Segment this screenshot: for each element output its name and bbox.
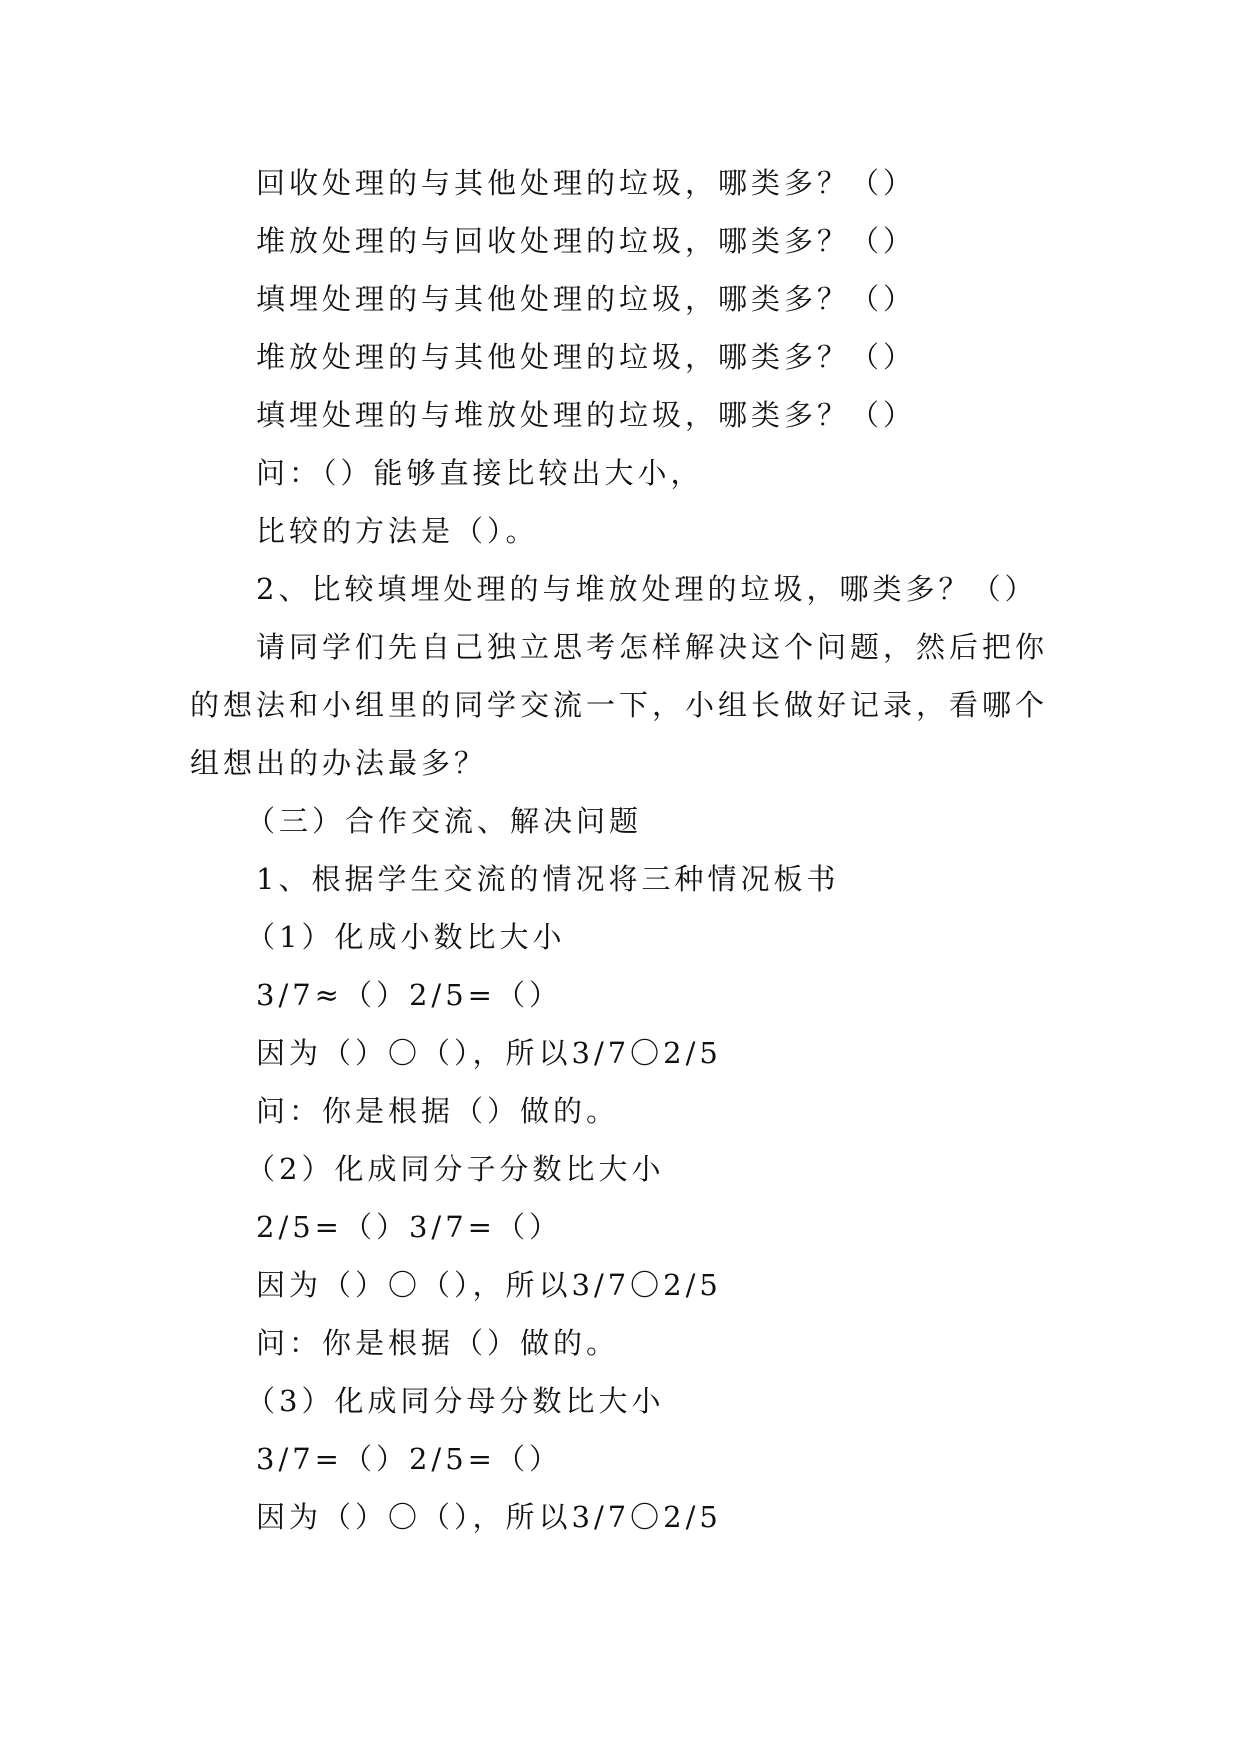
ask-line: 问：（）能够直接比较出大小， (256, 456, 704, 490)
question-line-3: 填埋处理的与其他处理的垃圾，哪类多？（） (256, 282, 917, 316)
because-line-1: 因为（）〇（），所以3/7〇2/5 (256, 1036, 722, 1070)
question-line-2: 堆放处理的与回收处理的垃圾，哪类多？（） (256, 224, 917, 258)
question-line-5: 填埋处理的与堆放处理的垃圾，哪类多？（） (256, 398, 917, 432)
formula-line-2: 2/5=（）3/7=（） (256, 1210, 562, 1244)
because-line-2: 因为（）〇（），所以3/7〇2/5 (256, 1268, 722, 1302)
section-heading: （三）合作交流、解决问题 (246, 804, 643, 838)
method-line: 比较的方法是（）。 (256, 514, 539, 548)
sub-heading-1: （1）化成小数比大小 (246, 920, 566, 954)
paragraph-line-1: 请同学们先自己独立思考怎样解决这个问题，然后把你 (256, 630, 1049, 664)
basis-line-1: 问：你是根据（）做的。 (256, 1094, 620, 1128)
sub-heading-3: （3）化成同分母分数比大小 (246, 1384, 665, 1418)
item-1-line: 1、根据学生交流的情况将三种情况板书 (256, 862, 840, 896)
question-line-4: 堆放处理的与其他处理的垃圾，哪类多？（） (256, 340, 917, 374)
basis-line-2: 问：你是根据（）做的。 (256, 1326, 620, 1360)
paragraph-line-3: 组想出的办法最多？ (190, 746, 488, 780)
paragraph-line-2: 的想法和小组里的同学交流一下，小组长做好记录，看哪个 (190, 688, 1049, 722)
because-line-3: 因为（）〇（），所以3/7〇2/5 (256, 1500, 722, 1534)
question-line-1: 回收处理的与其他处理的垃圾，哪类多？（） (256, 166, 917, 200)
formula-line-3: 3/7=（）2/5=（） (256, 1442, 562, 1476)
sub-heading-2: （2）化成同分子分数比大小 (246, 1152, 665, 1186)
item-2-line: 2、比较填埋处理的与堆放处理的垃圾，哪类多？（） (256, 572, 1038, 606)
formula-line-1: 3/7≈（）2/5=（） (256, 978, 562, 1012)
